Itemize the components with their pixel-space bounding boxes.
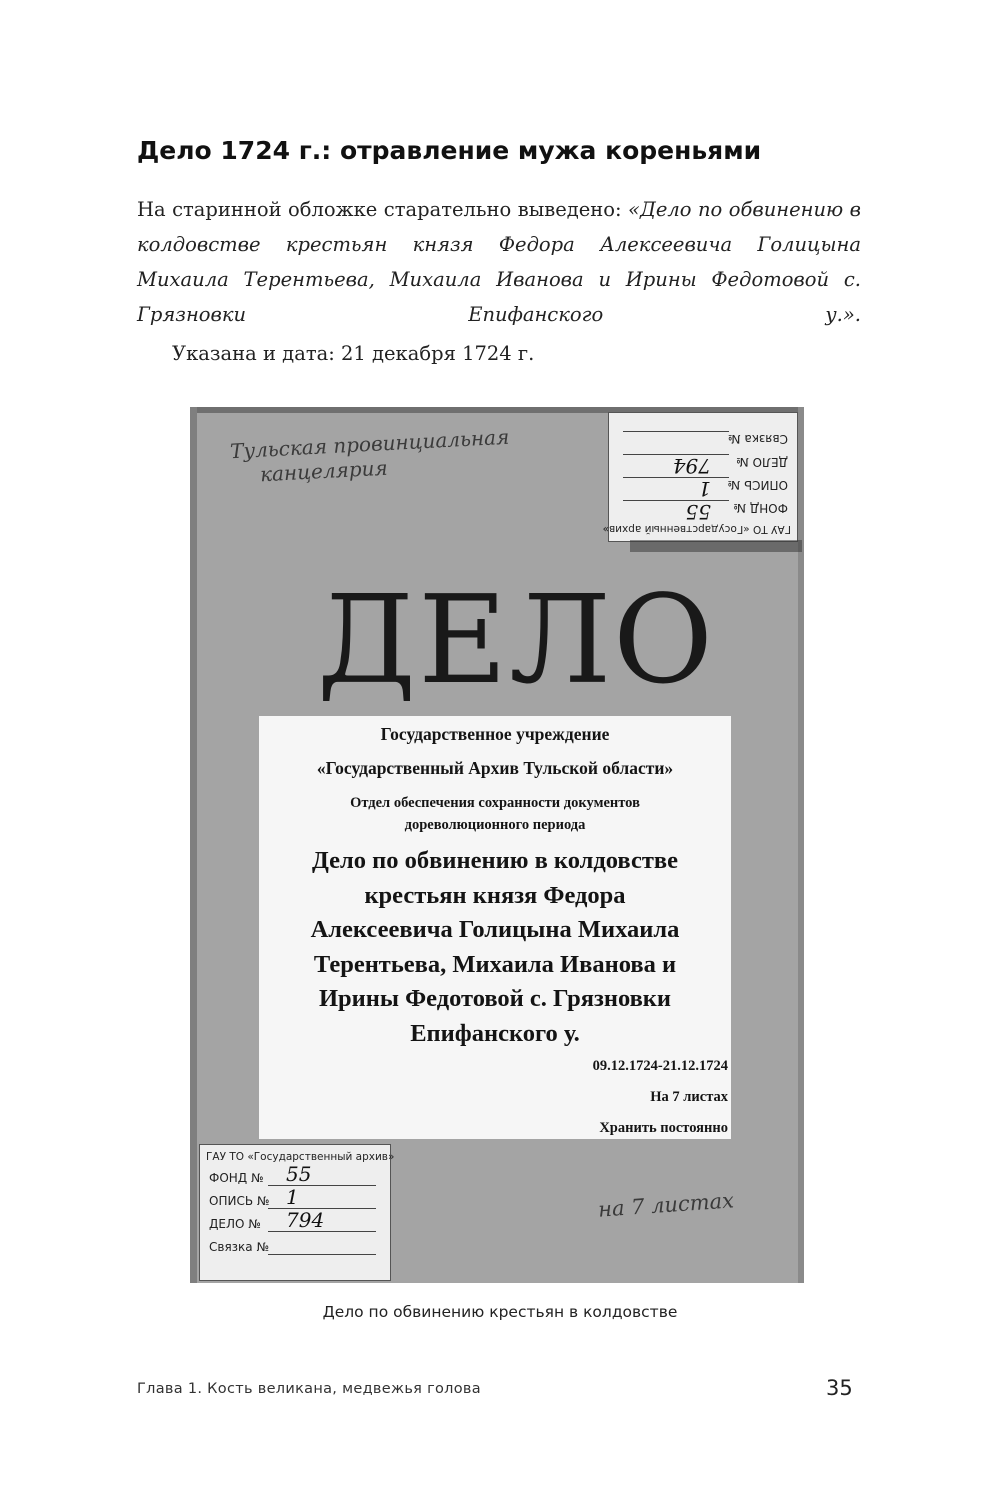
label-case-title-line: Терентьева, Михаила Иванова и <box>313 950 677 978</box>
stamp-header: ГАУ ТО «Государственный архив» <box>206 1151 395 1163</box>
label-dates: 09.12.1724-21.12.1724 <box>592 1058 728 1074</box>
stamp-row-label: ФОНД № <box>209 1171 264 1185</box>
stamp-row <box>609 427 797 450</box>
stamp-row-label: Связка № <box>209 1240 269 1254</box>
stamp-row-label: ДЕЛО № <box>209 1217 261 1231</box>
stamp-row-value: 1 <box>698 477 711 501</box>
label-storage-term: Хранить постоянно <box>599 1120 728 1136</box>
label-case-title-line: Дело по обвинению в колдовстве <box>312 847 678 874</box>
paragraph-1-quote: «Дело по обвинению в колдовстве крестьян князя Федора Алексеевича Голицына Михаила Терентьева, Михаила Иванова и Ирины Федотовой с. Грязновки Епифанского у.». <box>137 198 862 326</box>
label-case-title-line: Алексеевича Голицына Михаила <box>310 916 680 943</box>
figure-caption: Дело по обвинению крестьян в колдовстве <box>322 1303 678 1321</box>
stamp-row-value: 55 <box>286 1162 312 1186</box>
photo-edge <box>190 407 197 1283</box>
label-department-line: дореволюционного периода <box>404 817 586 833</box>
label-organization: Государственное учреждение <box>380 724 610 744</box>
running-footer-chapter: Глава 1. Кость великана, медвежья голова <box>137 1381 481 1397</box>
label-case-title-line: Епифанского у. <box>410 1019 580 1047</box>
handwritten-sheet-note: на 7 листах <box>597 1188 735 1222</box>
cover-title: ДЕЛО <box>317 569 716 711</box>
stamp-row-label: Связка № <box>728 432 788 446</box>
label-case-title-line: Ирины Федотовой с. Грязновки <box>318 985 672 1012</box>
stamp-row-value: 794 <box>286 1208 325 1232</box>
label-department-line: Отдел обеспечения сохранности документов <box>350 795 640 811</box>
label-case-title <box>259 844 731 1051</box>
paragraph-1 <box>137 192 861 332</box>
stamp-row-label: ОПИСЬ № <box>209 1194 270 1208</box>
handwritten-note-line: канцелярия <box>259 455 389 487</box>
page-number: 35 <box>826 1376 853 1400</box>
section-heading: Дело 1724 г.: отравление мужа кореньями <box>137 136 762 165</box>
stamp-line <box>268 1254 376 1255</box>
photo-edge <box>798 407 804 1283</box>
label-archive-name: «Государственный Архив Тульской области» <box>316 758 674 778</box>
stamp-line <box>623 500 729 501</box>
paragraph-1-intro: На старинной обложке старательно выведено: <box>137 198 629 221</box>
stamp-row-label: ДЕЛО № <box>736 455 788 469</box>
stamp-row <box>200 1208 390 1236</box>
case-cover-photo <box>190 407 804 1283</box>
stamp-row-value: 1 <box>286 1185 299 1209</box>
stamp-row <box>609 450 797 478</box>
stamp-row-label: ФОНД № <box>733 501 788 515</box>
faded-stamp-strip <box>630 540 802 552</box>
archive-stamp <box>199 1144 395 1281</box>
paragraph-2: Указана и дата: 21 декабря 1724 г. <box>172 342 535 365</box>
stamp-line <box>268 1185 376 1186</box>
stamp-line <box>623 431 729 432</box>
handwritten-note-line: Тульская провинциальная <box>229 424 510 464</box>
archive-stamp-upside-down <box>602 412 798 542</box>
label-case-title-line: крестьян князя Федора <box>364 881 626 909</box>
label-sheet-count: На 7 листах <box>650 1089 728 1105</box>
stamp-row <box>200 1236 390 1259</box>
stamp-row-label: ОПИСЬ № <box>727 478 788 492</box>
stamp-header: ГАУ ТО «Государственный архив» <box>602 523 791 535</box>
stamp-row-value: 55 <box>685 500 711 524</box>
archive-label <box>259 716 731 1139</box>
label-department <box>259 792 731 836</box>
stamp-row-value: 794 <box>672 454 711 478</box>
